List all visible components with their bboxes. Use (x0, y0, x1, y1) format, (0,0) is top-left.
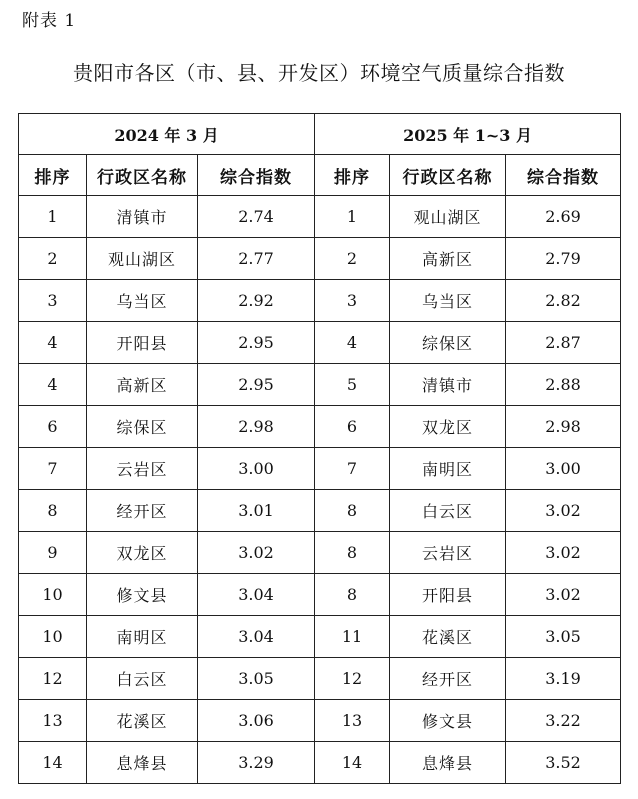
left-rank-cell: 14 (19, 742, 87, 784)
right-rank-cell: 6 (315, 406, 390, 448)
left-index-cell: 2.95 (198, 364, 315, 406)
left-rank-cell: 3 (19, 280, 87, 322)
right-rank-cell: 4 (315, 322, 390, 364)
right-rank-cell: 7 (315, 448, 390, 490)
right-index-cell: 3.05 (506, 616, 621, 658)
right-rank-cell: 11 (315, 616, 390, 658)
left-district-header: 行政区名称 (87, 155, 198, 196)
right-district-cell: 息烽县 (390, 742, 506, 784)
right-index-cell: 2.98 (506, 406, 621, 448)
right-rank-cell: 3 (315, 280, 390, 322)
left-index-cell: 3.01 (198, 490, 315, 532)
left-index-cell: 2.77 (198, 238, 315, 280)
right-district-cell: 修文县 (390, 700, 506, 742)
left-index-cell: 2.98 (198, 406, 315, 448)
right-district-cell: 云岩区 (390, 532, 506, 574)
right-index-cell: 3.19 (506, 658, 621, 700)
table-row (19, 700, 621, 742)
table-row (19, 322, 621, 364)
left-rank-cell: 8 (19, 490, 87, 532)
left-rank-cell: 13 (19, 700, 87, 742)
left-district-cell: 南明区 (87, 616, 198, 658)
left-district-cell: 开阳县 (87, 322, 198, 364)
left-rank-cell: 6 (19, 406, 87, 448)
column-header-row (19, 155, 621, 196)
right-index-cell: 3.02 (506, 574, 621, 616)
right-rank-cell: 13 (315, 700, 390, 742)
left-district-cell: 息烽县 (87, 742, 198, 784)
left-district-cell: 综保区 (87, 406, 198, 448)
document-title: 贵阳市各区（市、县、开发区）环境空气质量综合指数 (73, 61, 565, 85)
appendix-label: 附表 1 (22, 11, 77, 31)
left-index-cell: 3.05 (198, 658, 315, 700)
table-row (19, 448, 621, 490)
left-district-cell: 高新区 (87, 364, 198, 406)
right-rank-cell: 12 (315, 658, 390, 700)
left-index-cell: 3.04 (198, 574, 315, 616)
left-index-cell: 2.92 (198, 280, 315, 322)
table-row (19, 280, 621, 322)
table-row (19, 196, 621, 238)
right-index-cell: 2.87 (506, 322, 621, 364)
right-district-cell: 清镇市 (390, 364, 506, 406)
left-index-cell: 3.29 (198, 742, 315, 784)
right-index-cell: 2.79 (506, 238, 621, 280)
table-row (19, 658, 621, 700)
right-index-cell: 2.88 (506, 364, 621, 406)
left-rank-cell: 7 (19, 448, 87, 490)
left-index-cell: 3.02 (198, 532, 315, 574)
left-district-cell: 乌当区 (87, 280, 198, 322)
left-index-cell: 2.95 (198, 322, 315, 364)
right-district-cell: 南明区 (390, 448, 506, 490)
left-index-header: 综合指数 (198, 155, 315, 196)
left-period-header: 2024 年 3 月 (19, 114, 315, 155)
left-rank-cell: 4 (19, 364, 87, 406)
left-district-cell: 双龙区 (87, 532, 198, 574)
table-row (19, 406, 621, 448)
right-index-cell: 3.02 (506, 490, 621, 532)
left-rank-cell: 4 (19, 322, 87, 364)
right-district-cell: 开阳县 (390, 574, 506, 616)
right-rank-cell: 8 (315, 574, 390, 616)
left-district-cell: 花溪区 (87, 700, 198, 742)
right-index-cell: 3.22 (506, 700, 621, 742)
right-index-cell: 3.52 (506, 742, 621, 784)
left-index-cell: 3.00 (198, 448, 315, 490)
left-district-cell: 观山湖区 (87, 238, 198, 280)
period-header-row (19, 114, 621, 155)
table-row (19, 490, 621, 532)
left-district-cell: 清镇市 (87, 196, 198, 238)
left-index-cell: 3.06 (198, 700, 315, 742)
left-rank-cell: 10 (19, 616, 87, 658)
right-district-cell: 综保区 (390, 322, 506, 364)
right-period-header: 2025 年 1~3 月 (315, 114, 621, 155)
table-row (19, 238, 621, 280)
left-district-cell: 云岩区 (87, 448, 198, 490)
right-index-header: 综合指数 (506, 155, 621, 196)
right-index-cell: 2.82 (506, 280, 621, 322)
right-district-cell: 观山湖区 (390, 196, 506, 238)
right-index-cell: 3.02 (506, 532, 621, 574)
right-district-header: 行政区名称 (390, 155, 506, 196)
right-rank-cell: 8 (315, 532, 390, 574)
left-rank-header: 排序 (19, 155, 87, 196)
table-row (19, 532, 621, 574)
right-district-cell: 乌当区 (390, 280, 506, 322)
left-index-cell: 2.74 (198, 196, 315, 238)
right-district-cell: 花溪区 (390, 616, 506, 658)
table-row (19, 742, 621, 784)
right-rank-cell: 8 (315, 490, 390, 532)
right-index-cell: 2.69 (506, 196, 621, 238)
right-district-cell: 白云区 (390, 490, 506, 532)
right-district-cell: 经开区 (390, 658, 506, 700)
right-rank-cell: 2 (315, 238, 390, 280)
air-quality-index-table (18, 113, 621, 784)
left-rank-cell: 1 (19, 196, 87, 238)
left-index-cell: 3.04 (198, 616, 315, 658)
right-rank-cell: 14 (315, 742, 390, 784)
table-row (19, 616, 621, 658)
left-rank-cell: 2 (19, 238, 87, 280)
right-district-cell: 高新区 (390, 238, 506, 280)
left-rank-cell: 10 (19, 574, 87, 616)
right-rank-cell: 5 (315, 364, 390, 406)
table-row (19, 574, 621, 616)
left-district-cell: 经开区 (87, 490, 198, 532)
left-rank-cell: 12 (19, 658, 87, 700)
table-row (19, 364, 621, 406)
right-district-cell: 双龙区 (390, 406, 506, 448)
right-rank-cell: 1 (315, 196, 390, 238)
right-index-cell: 3.00 (506, 448, 621, 490)
left-rank-cell: 9 (19, 532, 87, 574)
right-rank-header: 排序 (315, 155, 390, 196)
left-district-cell: 修文县 (87, 574, 198, 616)
table-body (19, 196, 621, 784)
left-district-cell: 白云区 (87, 658, 198, 700)
